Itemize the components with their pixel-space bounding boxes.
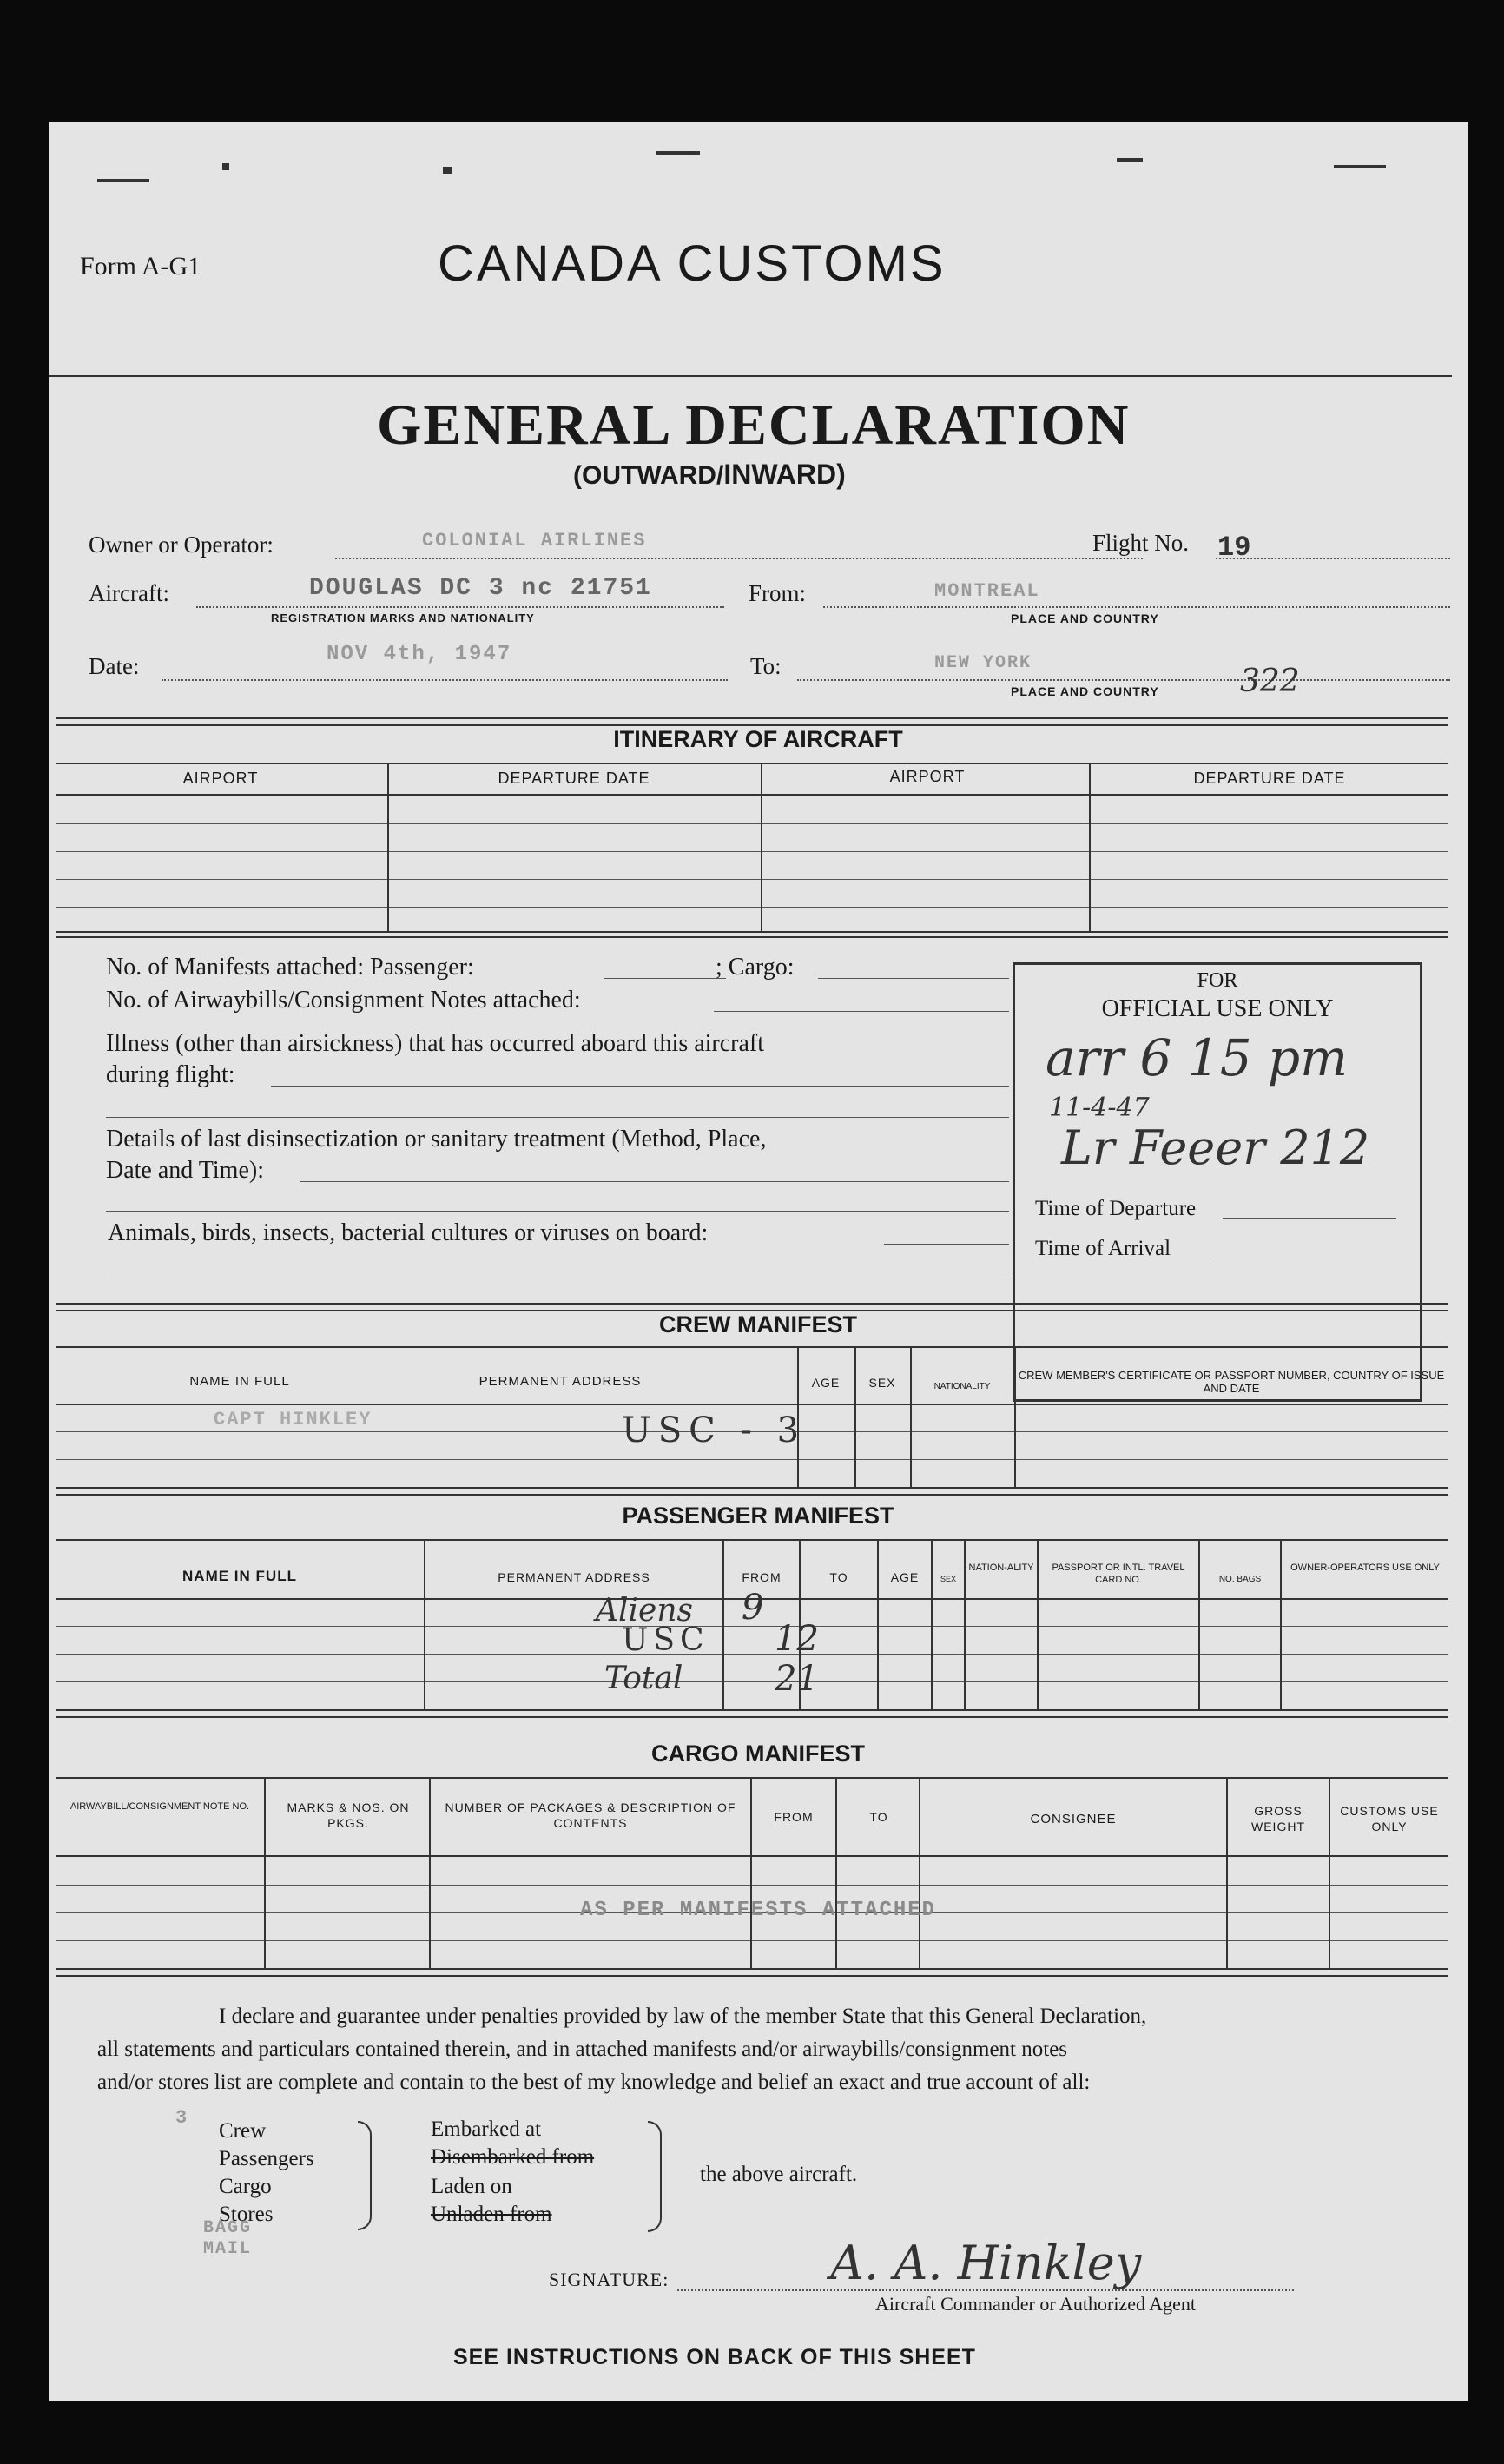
date-line [162, 679, 728, 681]
disinsect-line [300, 1181, 1009, 1182]
to-line [797, 679, 1450, 681]
cargo-col-divider [750, 1777, 752, 1968]
airwaybills-line [714, 1011, 1009, 1012]
above-aircraft-text: the above aircraft. [700, 2163, 858, 2186]
itinerary-col-departure-2: DEPARTURE DATE [1193, 770, 1346, 787]
passenger-col-from: FROM [742, 1570, 782, 1584]
declaration-extra-mail: MAIL [203, 2239, 253, 2259]
attachments-rule [56, 936, 1448, 940]
disinsect-line-2 [106, 1211, 1009, 1212]
crew-count-value: 3 [175, 2107, 189, 2129]
declaration-item-crew: Crew [219, 2119, 267, 2143]
aircraft-line [196, 606, 724, 608]
itinerary-col-divider [761, 763, 762, 931]
itinerary-row-line [56, 879, 1448, 880]
passenger-col-divider [1198, 1539, 1200, 1709]
flight-value[interactable]: 19 [1217, 532, 1251, 564]
registration-caption: REGISTRATION MARKS AND NATIONALITY [271, 611, 535, 624]
instructions-note: SEE INSTRUCTIONS ON BACK OF THIS SHEET [453, 2345, 976, 2369]
crew-row-line [56, 1404, 1448, 1405]
passenger-col-name: NAME IN FULL [182, 1568, 297, 1584]
date-value[interactable]: NOV 4th, 1947 [327, 643, 512, 666]
laden-label: Laden on [431, 2175, 512, 2198]
declaration-line-3: and/or stores list are complete and contain to the best of my knowledge and belief an exact and true account of all: [97, 2071, 1091, 2094]
scan-mark [97, 179, 149, 182]
official-for: FOR [1197, 969, 1238, 992]
passenger-total-label: Total [604, 1661, 683, 1696]
place-caption-from: PLACE AND COUNTRY [1011, 611, 1159, 625]
cargo-col-divider [835, 1777, 837, 1968]
arrival-time-handwritten: arr 6 15 pm [1046, 1028, 1349, 1087]
crew-note-handwritten: USC - 3 [622, 1410, 807, 1450]
scan-mark [1117, 158, 1143, 162]
illness-line-2 [106, 1117, 1009, 1118]
to-label: To: [750, 653, 782, 679]
place-caption-to: PLACE AND COUNTRY [1011, 684, 1159, 698]
declaration-item-stores: Stores [219, 2203, 274, 2226]
scan-mark [222, 163, 229, 170]
passenger-head-line [56, 1539, 1448, 1541]
passenger-col-divider [424, 1539, 425, 1709]
left-bracket [358, 2121, 372, 2230]
document-title: GENERAL DECLARATION [377, 393, 1131, 457]
crew-col-certificate: CREW MEMBER'S CERTIFICATE OR PASSPORT NUMBER, COUNTRY OF ISSUE AND DATE [1018, 1369, 1445, 1395]
passenger-bottom-line [56, 1709, 1448, 1711]
animals-line [884, 1244, 1009, 1245]
passenger-col-divider [722, 1539, 724, 1709]
crew-col-divider [1014, 1346, 1016, 1487]
declaration-line-2: all statements and particulars contained therein, and in attached manifests and/or airwaybills/consignment notes [97, 2038, 1068, 2061]
passenger-rule [56, 1494, 1448, 1497]
passenger-title: PASSENGER MANIFEST [622, 1503, 894, 1529]
passenger-col-age: AGE [890, 1570, 920, 1584]
right-bracket [648, 2121, 662, 2232]
passenger-col-passport: PASSPORT OR INTL. TRAVEL CARD NO. [1052, 1562, 1185, 1585]
form-id: Form A-G1 [80, 252, 201, 281]
declaration-item-cargo: Cargo [219, 2175, 272, 2198]
crew-rule [56, 1303, 1448, 1311]
signature-value: A. A. Hinkley [830, 2236, 1142, 2290]
itinerary-col-divider [1089, 763, 1091, 931]
to-value[interactable]: NEW YORK [934, 653, 1032, 673]
passenger-row-line [56, 1681, 1448, 1682]
cargo-col-packages: NUMBER OF PACKAGES & DESCRIPTION OF CONTENTS [445, 1800, 736, 1830]
cargo-end-rule [56, 1975, 1448, 1978]
outward-label: (OUTWARD [573, 461, 716, 490]
passenger-row-line [56, 1654, 1448, 1655]
scan-mark [656, 151, 700, 155]
cargo-col-marks: MARKS & NOS. ON PKGS. [287, 1800, 410, 1830]
illness-label-1: Illness (other than airsickness) that has occurred aboard this aircraft [106, 1030, 765, 1057]
cargo-manifest-line [818, 978, 1009, 979]
departure-time-label: Time of Departure [1035, 1197, 1197, 1220]
crew-col-nationality: NATIONALITY [933, 1382, 991, 1391]
scan-mark [443, 167, 452, 174]
itinerary-head-line [56, 763, 1448, 764]
itinerary-title: ITINERARY OF AIRCRAFT [613, 726, 903, 752]
flight-line [1216, 558, 1450, 559]
passenger-col-owner: OWNER-OPERATORS USE ONLY [1290, 1562, 1440, 1573]
signature-label: SIGNATURE: [549, 2269, 670, 2290]
crew-col-age: AGE [811, 1376, 841, 1390]
departure-time-line [1223, 1218, 1396, 1219]
itinerary-col-airport-1: AIRPORT [182, 770, 259, 787]
arrival-date-handwritten: 11-4-47 [1049, 1093, 1150, 1123]
to-handwritten-note: 322 [1240, 664, 1300, 699]
aircraft-value[interactable]: DOUGLAS DC 3 nc 21751 [309, 575, 652, 602]
cargo-col-weight: GROSS WEIGHT [1251, 1804, 1305, 1833]
passenger-aliens-label: Aliens [596, 1593, 693, 1628]
crew-row-line [56, 1459, 1448, 1460]
passenger-col-divider [964, 1539, 966, 1709]
passenger-col-address: PERMANENT ADDRESS [498, 1570, 650, 1584]
inward-label: INWARD) [723, 459, 846, 490]
crew-name-value[interactable]: CAPT HINKLEY [214, 1409, 373, 1430]
itinerary-col-airport-2: AIRPORT [889, 768, 966, 785]
cargo-label: ; Cargo: [716, 954, 795, 981]
crew-col-address: PERMANENT ADDRESS [478, 1374, 642, 1389]
crew-col-sex: SEX [868, 1376, 896, 1390]
passenger-col-bags: NO. BAGS [1218, 1575, 1262, 1584]
flight-label: Flight No. [1092, 530, 1190, 556]
aircraft-label: Aircraft: [89, 580, 169, 606]
crew-col-divider [854, 1346, 856, 1487]
animals-label: Animals, birds, insects, bacterial cultures or viruses on board: [108, 1219, 709, 1246]
declaration-line-1: I declare and guarantee under penalties provided by law of the member State that this General Declaration, [219, 2005, 1147, 2028]
passenger-col-sex: SEX [940, 1575, 956, 1583]
declaration-extra-bagg: BAGG [203, 2218, 253, 2238]
arrival-time-label: Time of Arrival [1035, 1237, 1171, 1260]
passenger-col-divider [877, 1539, 879, 1709]
itinerary-rule [56, 717, 1448, 726]
declaration-form [49, 122, 1468, 2401]
cargo-col-consignee: CONSIGNEE [1030, 1812, 1117, 1827]
from-label: From: [749, 580, 807, 606]
cargo-col-divider [919, 1777, 920, 1968]
crew-head-line [56, 1346, 1448, 1348]
disinsect-label-1: Details of last disinsectization or sanitary treatment (Method, Place, [106, 1126, 767, 1153]
date-label: Date: [89, 653, 140, 679]
scan-mark [1334, 165, 1386, 168]
manifests-label: No. of Manifests attached: Passenger: [106, 954, 474, 981]
disinsect-label-2: Date and Time): [106, 1157, 264, 1184]
itinerary-bottom-line [56, 931, 1448, 933]
embarked-label: Embarked at [431, 2117, 542, 2141]
illness-line [271, 1086, 1009, 1087]
itinerary-row-line [56, 823, 1448, 824]
crew-col-divider [910, 1346, 912, 1487]
cargo-col-divider [429, 1777, 431, 1968]
passenger-usc-label: USC [622, 1622, 709, 1658]
cargo-col-from: FROM [774, 1810, 814, 1824]
officer-signature: Lr Feeer 212 [1061, 1120, 1370, 1175]
cargo-rule [56, 1716, 1448, 1720]
official-use-only: OFFICIAL USE ONLY [1101, 995, 1334, 1022]
passenger-usc-count: 12 [775, 1619, 819, 1659]
direction-subtitle [573, 459, 846, 491]
crew-bottom-line [56, 1487, 1448, 1489]
itinerary-col-departure-1: DEPARTURE DATE [498, 770, 650, 787]
illness-label-2: during flight: [106, 1061, 235, 1088]
passenger-manifest-line [604, 978, 726, 979]
itinerary-col-divider [387, 763, 389, 931]
passenger-col-divider [931, 1539, 933, 1709]
cargo-col-divider [1226, 1777, 1228, 1968]
passenger-col-nationality: NATION-ALITY [968, 1562, 1034, 1573]
crew-title: CREW MANIFEST [659, 1311, 857, 1338]
cargo-note[interactable]: AS PER MANIFESTS ATTACHED [580, 1899, 937, 1922]
itinerary-row-line [56, 851, 1448, 852]
passenger-col-to: TO [829, 1570, 848, 1584]
cargo-col-divider [264, 1777, 266, 1968]
owner-value[interactable]: COLONIAL AIRLINES [422, 530, 647, 552]
itinerary-row-line [56, 907, 1448, 908]
disembarked-label-struck: Disembarked from [431, 2145, 595, 2169]
declaration-item-passengers: Passengers [219, 2147, 314, 2170]
divider [49, 375, 1452, 377]
cargo-col-divider [1329, 1777, 1330, 1968]
agency-title: CANADA CUSTOMS [438, 235, 947, 292]
cargo-col-to: TO [869, 1810, 888, 1824]
owner-label: Owner or Operator: [89, 532, 274, 558]
airwaybills-label: No. of Airwaybills/Consignment Notes attached: [106, 987, 581, 1014]
passenger-col-divider [1037, 1539, 1039, 1709]
cargo-bottom-line [56, 1968, 1448, 1970]
cargo-col-airwaybill: AIRWAYBILL/CONSIGNMENT NOTE NO. [69, 1801, 250, 1812]
itinerary-row-line [56, 794, 1448, 796]
crew-col-name: NAME IN FULL [189, 1374, 290, 1389]
cargo-col-customs: CUSTOMS USE ONLY [1340, 1804, 1439, 1833]
from-line [823, 606, 1450, 608]
owner-line [335, 558, 1143, 559]
cargo-title: CARGO MANIFEST [651, 1741, 865, 1767]
passenger-total-count: 21 [775, 1659, 819, 1699]
from-value[interactable]: MONTREAL [934, 580, 1040, 602]
passenger-col-divider [1280, 1539, 1282, 1709]
subtitle-separator: / [716, 461, 724, 490]
passenger-aliens-count: 9 [742, 1588, 764, 1628]
signature-caption: Aircraft Commander or Authorized Agent [875, 2293, 1197, 2315]
unladen-label-struck: Unladen from [431, 2203, 552, 2226]
